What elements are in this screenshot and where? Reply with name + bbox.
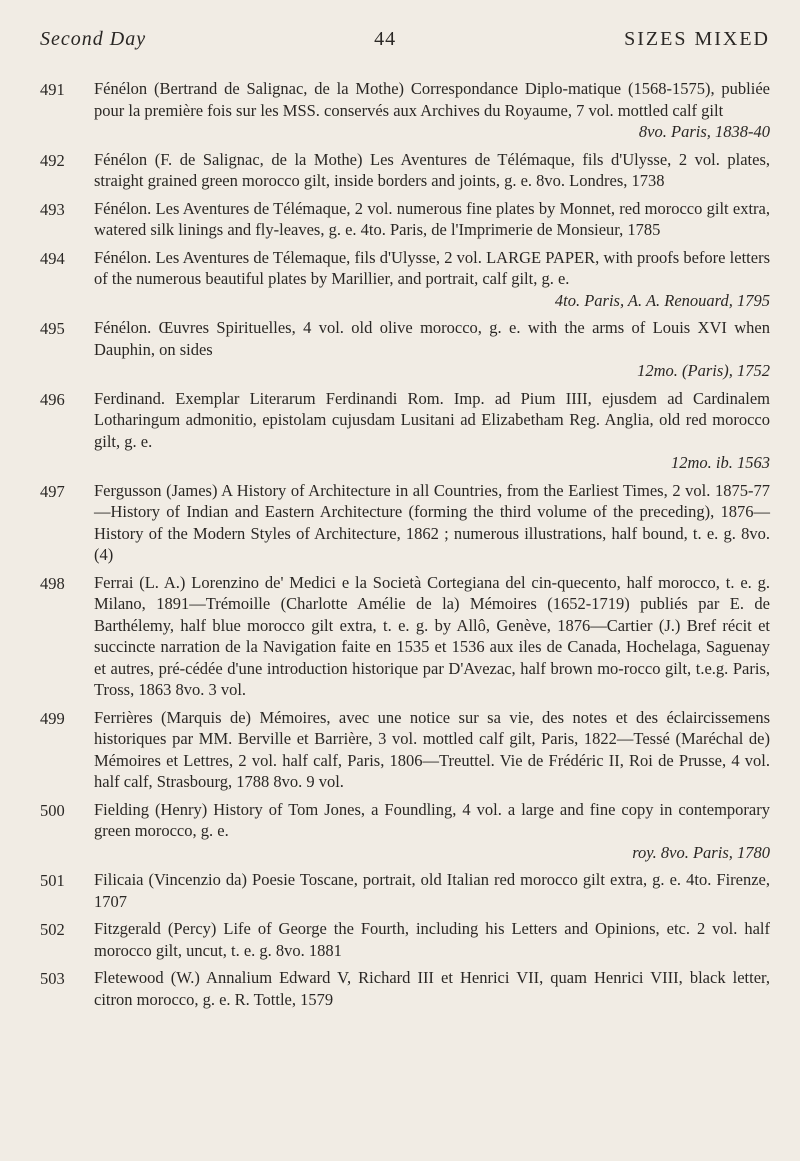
lot-number: 493 bbox=[40, 199, 65, 219]
lot-description bbox=[94, 480, 770, 566]
lot-body: Fénélon (Bertrand de Salignac, de la Mothe) Correspondance Diplo-matique (1568-1575), publiée pour la première fois sur les MSS. conservés aux Archives du Royaume, 7 vol. mottled calf gilt bbox=[94, 79, 770, 120]
lot-number: 491 bbox=[40, 80, 65, 99]
lot-entry bbox=[40, 198, 770, 241]
lot-entry bbox=[40, 967, 770, 1010]
lot-entry bbox=[40, 247, 770, 312]
lot-number: 496 bbox=[40, 389, 65, 409]
lot-description bbox=[94, 388, 770, 474]
lot-imprint: roy. 8vo. Paris, 1780 bbox=[632, 842, 770, 862]
header-day: Second Day bbox=[40, 28, 147, 50]
lot-description bbox=[94, 918, 770, 961]
lot-entry bbox=[40, 572, 770, 701]
lot-body: Fergusson (James) A History of Architecture in all Countries, from the Earliest Times, 2 vol. 1875-77—History of Indian and Eastern Architecture (forming the third volume of the preceding), 1876—History of the Modern Styles of Architecture, 1862 ; numerous illustrations, half bound, t. e. g. 8vo. (4) bbox=[94, 480, 770, 564]
lot-imprint: 4to. Paris, A. A. Renouard, 1795 bbox=[554, 290, 770, 310]
lot-body: Ferrai (L. A.) Lorenzino de' Medici e la Società Cortegiana del cin-quecento, half morocco, t. e. g. Milano, 1891—Trémoille (Charlotte Amélie de la) Mémoires (1652-1719) publiés par E. de Barthélemy, half blue morocco gilt extra, t. e. g. by Allô, Genève, 1876—Cartier (J.) Bref récit et succincte narration de la Navigation faite en 1535 et 1536 aux iles de Canada, Hochelaga, Saguenay et autres, pré-cédée d'une introduction historique par D'Avezac, half brown mo-rocco gilt, t.e.g. Paris, Tross, 1863 8vo. 3 vol. bbox=[94, 572, 770, 699]
lot-description bbox=[94, 572, 770, 701]
lot-imprint: 12mo. (Paris), 1752 bbox=[637, 361, 770, 380]
lot-entry bbox=[40, 78, 770, 143]
lot-number: 495 bbox=[40, 319, 65, 338]
lot-description bbox=[94, 707, 770, 793]
lot-number: 494 bbox=[40, 248, 65, 268]
lot-number: 499 bbox=[40, 708, 65, 728]
lot-entry bbox=[40, 480, 770, 566]
lot-body: Ferdinand. Exemplar Literarum Ferdinandi Rom. Imp. ad Pium IIII, ejusdem ad Cardinalem Lotharingum admonitio, epistolam cujusdam Lusitani ad Elizabetham Reg. Anglia, old red morocco gilt, g. e. bbox=[94, 388, 770, 451]
lot-description bbox=[94, 799, 770, 864]
lot-body: Fitzgerald (Percy) Life of George the Fourth, including his Letters and Opinions, etc. 2 vol. half morocco gilt, uncut, t. e. g. 8vo. 1881 bbox=[94, 919, 770, 960]
lot-body: Fielding (Henry) History of Tom Jones, a Foundling, 4 vol. a large and fine copy in contemporary green morocco, g. e. bbox=[94, 799, 770, 840]
lot-entry bbox=[40, 799, 770, 864]
lot-entry bbox=[40, 918, 770, 961]
lot-number: 497 bbox=[40, 481, 65, 501]
lot-imprint: 12mo. ib. 1563 bbox=[671, 453, 770, 472]
page-header bbox=[40, 28, 770, 51]
lot-description bbox=[94, 149, 770, 192]
lot-body: Fénélon (F. de Salignac, de la Mothe) Les Aventures de Télémaque, fils d'Ulysse, 2 vol. plates, straight grained green morocco gilt, inside borders and joints, g. e. 8vo. Londres, 1738 bbox=[94, 149, 770, 190]
lot-description bbox=[94, 247, 770, 312]
lot-list bbox=[40, 78, 770, 1016]
lot-description bbox=[94, 317, 770, 382]
lot-imprint: 8vo. Paris, 1838-40 bbox=[638, 122, 770, 141]
lot-entry bbox=[40, 149, 770, 192]
lot-body: Filicaia (Vincenzio da) Poesie Toscane, portrait, old Italian red morocco gilt extra, g. e. 4to. Firenze, 1707 bbox=[94, 870, 770, 911]
lot-entry bbox=[40, 388, 770, 474]
lot-entry bbox=[40, 317, 770, 382]
lot-body: Ferrières (Marquis de) Mémoires, avec une notice sur sa vie, des notes et des éclaircissemens historiques par MM. Berville et Barrière, 3 vol. mottled calf gilt, Paris, 1822—Tessé (Maréchal de) Mémoires et Lettres, 2 vol. half calf, Paris, 1806—Treuttel. Vie de Frédéric II, Roi de Prusse, 4 vol. half calf, Strasbourg, 1788 8vo. 9 vol. bbox=[94, 707, 770, 791]
lot-body: Fénélon. Les Aventures de Télémaque, 2 vol. numerous fine plates by Monnet, red morocco gilt extra, watered silk linings and fly-leaves, g. e. 4to. Paris, de l'Imprimerie de Monsieur, 1785 bbox=[94, 198, 770, 239]
lot-description bbox=[94, 198, 770, 241]
lot-entry bbox=[40, 707, 770, 793]
lot-number: 503 bbox=[40, 969, 65, 988]
lot-number: 501 bbox=[40, 871, 65, 890]
lot-number: 492 bbox=[40, 150, 65, 170]
lot-body: Fénélon. Les Aventures de Télemaque, fils d'Ulysse, 2 vol. LARGE PAPER, with proofs before letters of the numerous beautiful plates by Marillier, and portrait, calf gilt, g. e. bbox=[94, 247, 770, 288]
lot-number: 500 bbox=[40, 800, 65, 820]
lot-body: Fletewood (W.) Annalium Edward V, Richard III et Henrici VII, quam Henrici VIII, black letter, citron morocco, g. e. R. Tottle, 1579 bbox=[94, 968, 770, 1009]
header-section: SIZES MIXED bbox=[624, 28, 770, 50]
page-number: 44 bbox=[374, 28, 397, 50]
lot-number: 498 bbox=[40, 573, 65, 593]
lot-entry bbox=[40, 869, 770, 912]
lot-description bbox=[94, 869, 770, 912]
lot-body: Fénélon. Œuvres Spirituelles, 4 vol. old olive morocco, g. e. with the arms of Louis XVI when Dauphin, on sides bbox=[94, 318, 770, 359]
lot-description bbox=[94, 78, 770, 143]
lot-number: 502 bbox=[40, 920, 65, 939]
lot-description bbox=[94, 967, 770, 1010]
